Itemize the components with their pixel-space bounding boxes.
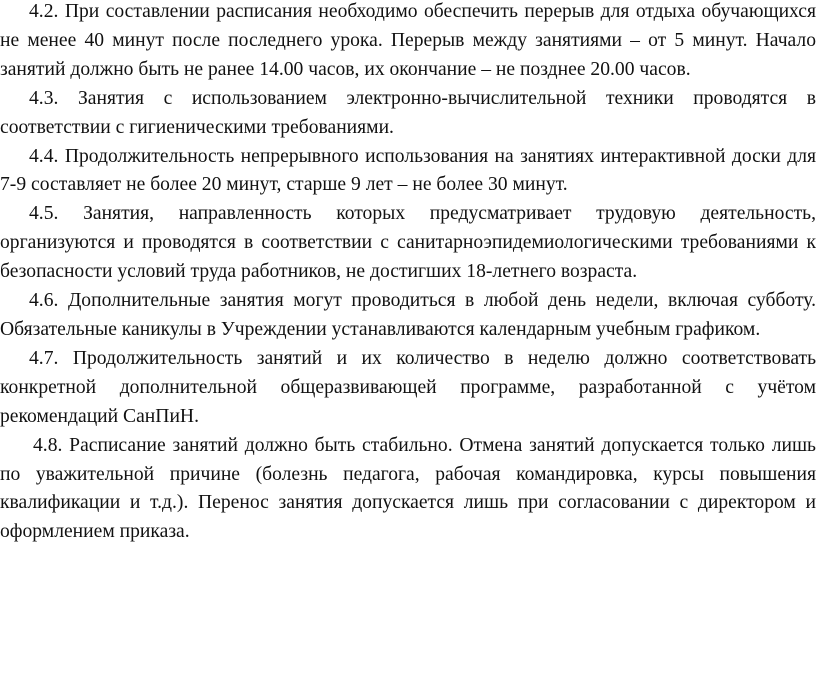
- paragraph-4-3: [0, 85, 816, 143]
- paragraph-4-8: [0, 432, 816, 548]
- paragraph-text: Продолжительность занятий и их количество в неделю должно соответствовать конкретной дополнительной общеразвивающей программе, разработанной с учётом рекомендаций СанПиН.: [0, 347, 816, 427]
- paragraph-4-5: [0, 200, 816, 287]
- paragraph-text: Расписание занятий должно быть стабильно. Отмена занятий допускается только лишь по уважительной причине (болезнь педагога, рабочая командировка, курсы повышения квалификации и т.д.). Перенос занятия допускается лишь при согласовании с директором и оформлением приказа.: [0, 434, 816, 543]
- paragraph-4-4: [0, 143, 816, 201]
- paragraph-number: 4.2.: [29, 1, 59, 22]
- paragraph-number: 4.8.: [33, 434, 63, 456]
- paragraph-4-6: [0, 287, 816, 345]
- paragraph-4-7: [0, 345, 816, 432]
- paragraph-number: 4.7.: [29, 347, 59, 369]
- paragraph-text: Продолжительность непрерывного использования на занятиях интерактивной доски для 7-9 составляет не более 20 минут, старше 9 лет – не более 30 минут.: [0, 145, 816, 196]
- paragraph-number: 4.6.: [29, 290, 59, 312]
- paragraph-number: 4.3.: [29, 87, 59, 109]
- paragraph-number: 4.5.: [29, 203, 59, 225]
- paragraph-text: При составлении расписания необходимо обеспечить перерыв для отдыха обучающихся не менее 40 минут после последнего урока. Перерыв между занятиями – от 5 минут. Начало занятий должно быть не ранее 14.00 часов, их окончание – не позднее 20.00 часов.: [0, 1, 816, 80]
- paragraph-text: Занятия, направленность которых предусматривает трудовую деятельность, организуются и проводятся в соответствии с санитарноэпидемиологическими требованиями к безопасности условий труда работников, не достигших 18-летнего возраста.: [0, 203, 816, 283]
- paragraph-number: 4.4.: [29, 145, 59, 167]
- paragraph-text: Занятия с использованием электронно-вычислительной техники проводятся в соответствии с гигиеническими требованиями.: [0, 87, 816, 138]
- paragraph-4-2: [0, 0, 816, 85]
- paragraph-text: Дополнительные занятия могут проводиться в любой день недели, включая субботу. Обязательные каникулы в Учреждении устанавливаются календарным учебным графиком.: [0, 290, 816, 340]
